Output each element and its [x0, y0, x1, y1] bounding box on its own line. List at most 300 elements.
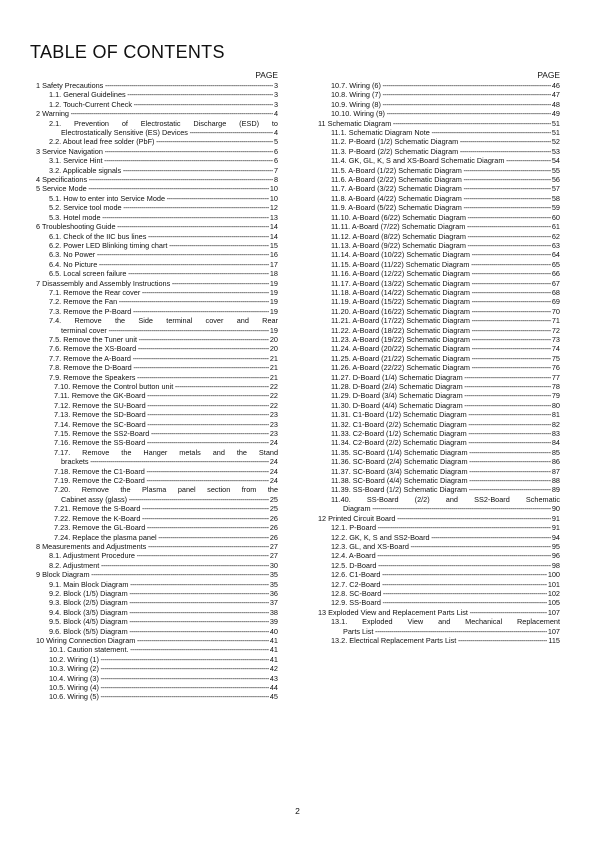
toc-entry[interactable]	[36, 533, 278, 542]
toc-entry-page: 80	[551, 400, 560, 410]
toc-entry[interactable]	[36, 269, 278, 278]
toc-entry-label: 7.2. Remove the Fan -----	[49, 297, 278, 306]
toc-entry[interactable]	[318, 354, 560, 363]
toc-entry[interactable]	[36, 448, 278, 457]
toc-entry-page: 19	[269, 278, 278, 288]
toc-entry-page: 62	[551, 231, 560, 241]
toc-entry-label: 6.2. Power LED Blinking timing chart -----	[49, 241, 278, 250]
toc-entry-label: 11.33. C2-Board (1/2) Schematic Diagram -----	[331, 429, 560, 438]
toc-entry[interactable]	[318, 533, 560, 542]
toc-entry[interactable]	[318, 438, 560, 447]
toc-entry[interactable]	[318, 81, 560, 90]
toc-entry-page: 24	[269, 466, 278, 476]
toc-entry-label: 11.15. A-Board (11/22) Schematic Diagram -----	[331, 260, 560, 269]
toc-entry-page: 75	[551, 353, 560, 363]
toc-entry[interactable]	[36, 335, 278, 344]
toc-list-left	[36, 81, 278, 702]
toc-entry-label: 12.4. A-Board -----	[331, 551, 560, 560]
toc-entry[interactable]	[318, 279, 560, 288]
toc-entry[interactable]	[36, 645, 278, 654]
toc-entry[interactable]	[318, 109, 560, 118]
toc-entry[interactable]	[36, 260, 278, 269]
toc-entry[interactable]	[318, 373, 560, 382]
toc-entry-label: 11.13. A-Board (9/22) Schematic Diagram -----	[331, 241, 560, 250]
toc-entry[interactable]	[36, 655, 278, 664]
toc-entry[interactable]	[318, 627, 560, 636]
toc-entry-page: 60	[551, 212, 560, 222]
toc-entry[interactable]	[36, 109, 278, 118]
toc-entry[interactable]	[36, 184, 278, 193]
toc-entry-page: 61	[551, 222, 560, 232]
toc-entry[interactable]	[36, 222, 278, 231]
toc-entry-label: 10.5. Wiring (4) -----	[49, 683, 278, 692]
toc-entry-page: 85	[551, 447, 560, 457]
toc-entry-label: 11.39. SS-Board (1/2) Schematic Diagram -----	[331, 485, 560, 494]
toc-entry[interactable]	[36, 627, 278, 636]
toc-entry-label: 11.36. SC-Board (2/4) Schematic Diagram -----	[331, 457, 560, 466]
toc-entry[interactable]	[318, 542, 560, 551]
toc-entry-page: 8	[273, 175, 278, 185]
toc-entry[interactable]	[36, 429, 278, 438]
toc-entry[interactable]	[36, 542, 278, 551]
toc-entry-label: 11.16. A-Board (12/22) Schematic Diagram -----	[331, 269, 560, 278]
toc-entry-label: 11.28. D-Board (2/4) Schematic Diagram -----	[331, 382, 560, 391]
toc-entry-label: 7.22. Remove the K-Board -----	[54, 514, 278, 523]
toc-entry-label: 5.1. How to enter into Service Mode -----	[49, 194, 278, 203]
toc-entry[interactable]	[36, 194, 278, 203]
toc-entry-page: 94	[551, 532, 560, 542]
toc-entry-label: 11.20. A-Board (16/22) Schematic Diagram -----	[331, 307, 560, 316]
toc-entry-label: 1 Safety Precautions -----	[36, 81, 278, 90]
toc-entry-page: 74	[551, 344, 560, 354]
toc-entry-label: 7.18. Remove the C1-Board -----	[54, 467, 278, 476]
toc-entry-label: 7.17. Remove the Hanger metals and the Stand	[54, 447, 278, 457]
toc-entry-page: 65	[551, 259, 560, 269]
toc-entry[interactable]	[36, 128, 278, 137]
toc-entry[interactable]	[318, 617, 560, 626]
toc-entry[interactable]	[318, 382, 560, 391]
toc-entry-label: 7.8. Remove the D-Board -----	[49, 363, 278, 372]
toc-entry-label: 10.10. Wiring (9) -----	[331, 109, 560, 118]
toc-entry-page: 57	[551, 184, 560, 194]
toc-entry-label: 11.5. A-Board (1/22) Schematic Diagram -----	[331, 166, 560, 175]
toc-entry[interactable]	[318, 128, 560, 137]
toc-entry-page: 69	[551, 297, 560, 307]
toc-entry[interactable]	[318, 166, 560, 175]
toc-entry[interactable]	[318, 100, 560, 109]
toc-entry-label: 9.5. Block (4/5) Diagram -----	[49, 617, 278, 626]
toc-entry-page: 6	[273, 156, 278, 166]
toc-entry[interactable]	[36, 213, 278, 222]
toc-entry[interactable]	[36, 467, 278, 476]
toc-entry[interactable]	[36, 617, 278, 626]
toc-entry-page: 39	[269, 617, 278, 627]
toc-entry[interactable]	[318, 222, 560, 231]
toc-entry-page: 66	[551, 269, 560, 279]
toc-entry[interactable]	[318, 401, 560, 410]
toc-entry[interactable]	[318, 297, 560, 306]
toc-entry-page: 67	[551, 278, 560, 288]
toc-entry[interactable]	[36, 147, 278, 156]
page-title: TABLE OF CONTENTS	[30, 42, 225, 62]
toc-entry-page: 43	[269, 673, 278, 683]
toc-entry-label: 11.3. P-Board (2/2) Schematic Diagram -----	[331, 147, 560, 156]
toc-entry[interactable]	[36, 514, 278, 523]
toc-entry-page: 36	[269, 588, 278, 598]
toc-entry[interactable]	[36, 90, 278, 99]
toc-entry[interactable]	[318, 137, 560, 146]
toc-entry[interactable]	[318, 467, 560, 476]
toc-entry-page: 51	[551, 118, 560, 128]
toc-entry-page: 3	[273, 90, 278, 100]
toc-entry-label: 7.12. Remove the SU-Board -----	[54, 401, 278, 410]
toc-entry-page: 101	[547, 579, 560, 589]
toc-entry[interactable]	[318, 608, 560, 617]
toc-entry-page: 64	[551, 250, 560, 260]
toc-entry[interactable]	[36, 81, 278, 90]
toc-entry-page: 35	[269, 570, 278, 580]
toc-entry-page: 21	[269, 353, 278, 363]
toc-entry-label: 11.29. D-Board (3/4) Schematic Diagram -----	[331, 391, 560, 400]
toc-entry-label: 11.21. A-Board (17/22) Schematic Diagram -----	[331, 316, 560, 325]
toc-entry[interactable]	[318, 307, 560, 316]
toc-entry[interactable]	[36, 373, 278, 382]
toc-entry-page: 56	[551, 175, 560, 185]
toc-entry[interactable]	[318, 429, 560, 438]
toc-entry-page: 49	[551, 109, 560, 119]
toc-entry-label: 6.1. Check of the IIC bus lines -----	[49, 232, 278, 241]
toc-entry-page: 21	[269, 372, 278, 382]
toc-entry[interactable]	[36, 598, 278, 607]
toc-entry-page: 91	[551, 513, 560, 523]
toc-entry-page: 13	[269, 212, 278, 222]
toc-entry[interactable]	[318, 194, 560, 203]
toc-entry-page: 72	[551, 325, 560, 335]
toc-entry-label: 7.23. Remove the GL-Board -----	[54, 523, 278, 532]
toc-entry-page: 10	[269, 193, 278, 203]
toc-entry[interactable]	[36, 589, 278, 598]
toc-entry-label: 9 Block Diagram -----	[36, 570, 278, 579]
toc-entry[interactable]	[36, 241, 278, 250]
toc-entry[interactable]	[36, 420, 278, 429]
toc-entry-page: 27	[269, 541, 278, 551]
toc-entry[interactable]	[318, 213, 560, 222]
toc-entry[interactable]	[318, 420, 560, 429]
toc-entry[interactable]	[36, 580, 278, 589]
toc-entry-label: Diagram -----	[343, 504, 560, 513]
toc-entry-page: 96	[551, 551, 560, 561]
toc-entry-label: 11.17. A-Board (13/22) Schematic Diagram -----	[331, 279, 560, 288]
toc-entry[interactable]	[36, 485, 278, 494]
toc-entry-label: 11.9. A-Board (5/22) Schematic Diagram -----	[331, 203, 560, 212]
toc-entry-page: 38	[269, 607, 278, 617]
toc-entry[interactable]	[318, 288, 560, 297]
toc-entry[interactable]	[318, 250, 560, 259]
toc-entry[interactable]	[318, 523, 560, 532]
toc-entry-page: 19	[269, 297, 278, 307]
toc-entry[interactable]	[318, 570, 560, 579]
toc-entry-page: 91	[551, 523, 560, 533]
toc-entry-page: 14	[269, 231, 278, 241]
toc-entry[interactable]	[318, 90, 560, 99]
toc-entry[interactable]	[318, 495, 560, 504]
toc-entry-label: 3.2. Applicable signals -----	[49, 166, 278, 175]
toc-entry[interactable]	[318, 476, 560, 485]
toc-entry[interactable]	[36, 495, 278, 504]
toc-entry[interactable]	[36, 363, 278, 372]
toc-entry[interactable]	[318, 504, 560, 513]
toc-entry-page: 19	[269, 306, 278, 316]
toc-entry-label: 9.3. Block (2/5) Diagram -----	[49, 598, 278, 607]
toc-entry-label: 11.1. Schematic Diagram Note -----	[331, 128, 560, 137]
toc-entry-label: 7.19. Remove the C2-Board -----	[54, 476, 278, 485]
toc-entry-label: 7.3. Remove the P-Board -----	[49, 307, 278, 316]
toc-entry-page: 88	[551, 476, 560, 486]
toc-entry[interactable]	[318, 156, 560, 165]
toc-entry[interactable]	[318, 335, 560, 344]
toc-entry-page: 30	[269, 560, 278, 570]
toc-entry-page: 16	[269, 250, 278, 260]
toc-entry-label: 11.25. A-Board (21/22) Schematic Diagram -----	[331, 354, 560, 363]
toc-entry[interactable]	[318, 561, 560, 570]
toc-entry-label: 6.5. Local screen failure -----	[49, 269, 278, 278]
toc-entry[interactable]	[36, 401, 278, 410]
toc-entry[interactable]	[318, 269, 560, 278]
toc-entry[interactable]	[36, 156, 278, 165]
toc-entry-page: 86	[551, 457, 560, 467]
toc-entry-page: 5	[273, 137, 278, 147]
toc-entry-label: 12.6. C1-Board -----	[331, 570, 560, 579]
toc-entry-page: 12	[269, 203, 278, 213]
toc-entry-label: 2 Warning -----	[36, 109, 278, 118]
toc-entry-label: 1.2. Touch-Current Check -----	[49, 100, 278, 109]
toc-entry-page: 70	[551, 306, 560, 316]
toc-entry-label: 11.23. A-Board (19/22) Schematic Diagram -----	[331, 335, 560, 344]
toc-entry[interactable]	[36, 551, 278, 560]
toc-entry-page: 14	[269, 222, 278, 232]
toc-entry[interactable]	[36, 279, 278, 288]
toc-entry[interactable]	[318, 580, 560, 589]
toc-entry-page: 63	[551, 240, 560, 250]
toc-entry-label: 2.1. Prevention of Electrostatic Discharge (ESD) to	[49, 118, 278, 128]
toc-entry-label: 12 Printed Circuit Board -----	[318, 514, 560, 523]
page-column-header: PAGE	[537, 70, 560, 80]
toc-entry[interactable]	[318, 551, 560, 560]
toc-entry[interactable]	[318, 589, 560, 598]
toc-entry-label: 10.6. Wiring (5) -----	[49, 692, 278, 701]
toc-entry-label: 8.2. Adjustment -----	[49, 561, 278, 570]
toc-entry-page: 22	[269, 391, 278, 401]
toc-entry[interactable]	[36, 288, 278, 297]
toc-entry[interactable]	[36, 476, 278, 485]
toc-entry-page: 105	[547, 598, 560, 608]
toc-entry[interactable]	[36, 297, 278, 306]
toc-entry-label: 11.14. A-Board (10/22) Schematic Diagram -----	[331, 250, 560, 259]
toc-entry[interactable]	[36, 674, 278, 683]
toc-right-column	[318, 70, 560, 645]
toc-entry-page: 78	[551, 382, 560, 391]
toc-entry-label: 7.7. Remove the A-Board -----	[49, 354, 278, 363]
toc-entry-page: 20	[269, 344, 278, 354]
toc-entry[interactable]	[36, 316, 278, 325]
toc-entry-page: 45	[269, 692, 278, 702]
toc-entry[interactable]	[36, 608, 278, 617]
toc-entry-page: 115	[548, 635, 560, 645]
toc-entry[interactable]	[36, 307, 278, 316]
toc-entry-label: 7.20. Remove the Plasma panel section from the	[54, 485, 278, 495]
toc-entry[interactable]	[318, 344, 560, 353]
toc-entry-label: 10.8. Wiring (7) -----	[331, 90, 560, 99]
toc-entry[interactable]	[318, 410, 560, 419]
toc-entry[interactable]	[318, 260, 560, 269]
toc-entry-label: 7.9. Remove the Speakers -----	[49, 373, 278, 382]
toc-entry[interactable]	[36, 344, 278, 353]
toc-entry-label: 5.2. Service tool mode -----	[49, 203, 278, 212]
toc-list-right	[318, 81, 560, 645]
toc-entry[interactable]	[36, 504, 278, 513]
toc-entry-label: 12.8. SC-Board -----	[331, 589, 560, 598]
toc-entry-page: 44	[269, 683, 278, 692]
toc-entry[interactable]	[36, 438, 278, 447]
toc-entry[interactable]	[318, 175, 560, 184]
toc-entry-label: 3 Service Navigation -----	[36, 147, 278, 156]
toc-entry-page: 58	[551, 193, 560, 203]
toc-entry[interactable]	[36, 523, 278, 532]
toc-entry[interactable]	[318, 184, 560, 193]
toc-entry-label: 11.40. SS-Board (2/2) and SS2-Board Schematic	[331, 494, 560, 504]
toc-entry-label: 12.5. D-Board -----	[331, 561, 560, 570]
toc-entry-label: 10.7. Wiring (6) -----	[331, 81, 560, 90]
toc-entry-label: 11.35. SC-Board (1/4) Schematic Diagram -----	[331, 448, 560, 457]
toc-entry[interactable]	[318, 636, 560, 645]
toc-entry-label: 12.2. GK, K, S and SS2-Board -----	[331, 533, 560, 542]
toc-entry[interactable]	[318, 448, 560, 457]
page-number: 2	[295, 806, 300, 816]
toc-entry-label: 11.31. C1-Board (1/2) Schematic Diagram -----	[331, 410, 560, 419]
toc-entry[interactable]	[36, 250, 278, 259]
toc-entry[interactable]	[318, 203, 560, 212]
toc-entry-page: 18	[269, 269, 278, 279]
toc-entry-label: 8.1. Adjustment Procedure -----	[49, 551, 278, 560]
toc-entry-label: brackets -----	[61, 457, 278, 466]
toc-entry-label: 9.4. Block (3/5) Diagram -----	[49, 608, 278, 617]
toc-entry-label: 9.6. Block (5/5) Diagram -----	[49, 627, 278, 636]
toc-entry-page: 41	[269, 645, 278, 655]
toc-entry-page: 41	[269, 635, 278, 645]
toc-entry[interactable]	[318, 457, 560, 466]
toc-entry-label: 7.5. Remove the Tuner unit -----	[49, 335, 278, 344]
toc-entry-page: 25	[269, 504, 278, 514]
toc-entry-label: 12.3. GL, and XS-Board -----	[331, 542, 560, 551]
toc-entry-label: 11.10. A-Board (6/22) Schematic Diagram -----	[331, 213, 560, 222]
toc-entry-label: 10.3. Wiring (2) -----	[49, 664, 278, 673]
toc-entry-label: 11.26. A-Board (22/22) Schematic Diagram -----	[331, 363, 560, 372]
toc-entry-page: 23	[269, 429, 278, 439]
toc-entry-label: 11.8. A-Board (4/22) Schematic Diagram -----	[331, 194, 560, 203]
toc-entry[interactable]	[318, 598, 560, 607]
toc-entry[interactable]	[36, 166, 278, 175]
toc-entry[interactable]	[36, 457, 278, 466]
toc-entry-label: 11.19. A-Board (15/22) Schematic Diagram -----	[331, 297, 560, 306]
toc-entry[interactable]	[36, 100, 278, 109]
toc-entry[interactable]	[36, 175, 278, 184]
toc-entry-page: 79	[551, 391, 560, 401]
toc-entry-label: 6 Troubleshooting Guide -----	[36, 222, 278, 231]
toc-entry-label: 10 Wiring Connection Diagram -----	[36, 636, 278, 645]
toc-entry-page: 100	[547, 570, 560, 580]
toc-entry-page: 107	[547, 626, 560, 636]
toc-entry[interactable]	[36, 664, 278, 673]
toc-entry[interactable]	[318, 147, 560, 156]
toc-entry[interactable]	[36, 636, 278, 645]
toc-entry[interactable]	[318, 326, 560, 335]
toc-entry[interactable]	[36, 137, 278, 146]
toc-entry[interactable]	[36, 410, 278, 419]
toc-entry-label: 10.1. Caution statement. -----	[49, 645, 278, 654]
toc-entry-label: 7.6. Remove the XS-Board -----	[49, 344, 278, 353]
toc-entry[interactable]	[36, 382, 278, 391]
toc-entry[interactable]	[318, 241, 560, 250]
toc-entry-page: 107	[547, 607, 560, 617]
toc-entry[interactable]	[318, 363, 560, 372]
toc-entry-label: 11 Schematic Diagram -----	[318, 119, 560, 128]
toc-entry-label: 10.4. Wiring (3) -----	[49, 674, 278, 683]
toc-entry-page: 89	[551, 485, 560, 495]
toc-entry-page: 35	[269, 579, 278, 589]
toc-entry-label: 11.34. C2-Board (2/2) Schematic Diagram -----	[331, 438, 560, 447]
toc-entry[interactable]	[36, 570, 278, 579]
toc-entry[interactable]	[36, 683, 278, 692]
toc-entry-label: 11.22. A-Board (18/22) Schematic Diagram -----	[331, 326, 560, 335]
toc-entry[interactable]	[36, 203, 278, 212]
toc-entry-page: 27	[269, 551, 278, 561]
toc-entry-page: 24	[269, 457, 278, 467]
toc-entry-page: 26	[269, 532, 278, 542]
toc-entry-label: 7 Disassembly and Assembly Instructions -----	[36, 279, 278, 288]
toc-entry[interactable]	[36, 232, 278, 241]
toc-entry-label: 6.3. No Power -----	[49, 250, 278, 259]
toc-entry[interactable]	[318, 391, 560, 400]
toc-entry-page: 82	[551, 419, 560, 429]
toc-entry[interactable]	[36, 561, 278, 570]
toc-entry[interactable]	[36, 326, 278, 335]
toc-entry[interactable]	[36, 119, 278, 128]
toc-entry-label: 9.2. Block (1/5) Diagram -----	[49, 589, 278, 598]
toc-entry-label: 11.32. C1-Board (2/2) Schematic Diagram -----	[331, 420, 560, 429]
toc-entry[interactable]	[36, 354, 278, 363]
toc-entry-label: 7.15. Remove the SS2-Board -----	[54, 429, 278, 438]
toc-entry-page: 19	[269, 287, 278, 297]
toc-entry[interactable]	[318, 514, 560, 523]
toc-entry[interactable]	[36, 391, 278, 400]
toc-entry-page: 26	[269, 523, 278, 533]
toc-entry-label: 7.10. Remove the Control button unit -----	[54, 382, 278, 391]
toc-entry-label: 3.1. Service Hint -----	[49, 156, 278, 165]
toc-entry-page: 23	[269, 419, 278, 429]
toc-entry[interactable]	[318, 119, 560, 128]
toc-entry-label: 11.37. SC-Board (3/4) Schematic Diagram -----	[331, 467, 560, 476]
toc-entry-page: 40	[269, 626, 278, 636]
toc-entry[interactable]	[36, 692, 278, 701]
toc-entry-page: 4	[273, 109, 278, 119]
toc-entry-page: 68	[551, 287, 560, 297]
toc-entry-label: 11.7. A-Board (3/22) Schematic Diagram -----	[331, 184, 560, 193]
toc-entry[interactable]	[318, 316, 560, 325]
toc-entry[interactable]	[318, 485, 560, 494]
toc-entry-page: 59	[551, 203, 560, 213]
toc-entry-label: 7.16. Remove the SS-Board -----	[54, 438, 278, 447]
toc-entry[interactable]	[318, 232, 560, 241]
